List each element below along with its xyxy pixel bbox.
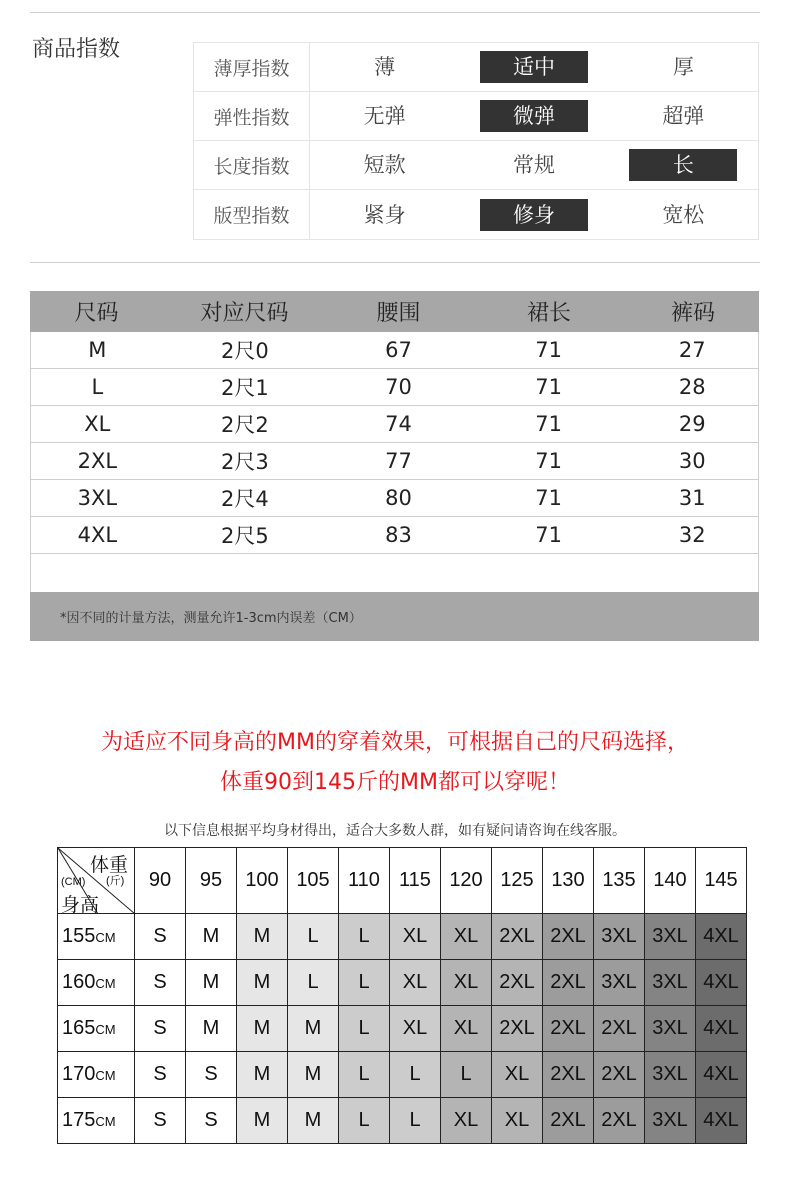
grid-size-cell: S: [186, 1052, 237, 1098]
grid-size-cell: 3XL: [645, 1052, 696, 1098]
grid-size-cell: XL: [441, 914, 492, 960]
grid-height-header: [58, 1052, 135, 1098]
index-option: 短款: [363, 153, 406, 177]
table-cell: 2尺1: [221, 376, 269, 400]
grid-size-cell: 3XL: [594, 960, 645, 1006]
grid-height-header: [58, 1006, 135, 1052]
index-option-selected: 适中: [480, 51, 588, 83]
index-option-cell: [310, 141, 459, 189]
index-row-label: 弹性指数: [194, 92, 310, 140]
index-option-selected: 长: [629, 149, 737, 181]
grid-size-cell: S: [186, 1098, 237, 1144]
grid-size-cell: 4XL: [696, 960, 747, 1006]
grid-size-cell: L: [339, 1006, 390, 1052]
index-option: 常规: [512, 153, 555, 177]
grid-size-cell: XL: [390, 960, 441, 1006]
grid-height-value: 155: [62, 925, 96, 947]
index-option-cell: [459, 43, 608, 91]
index-option-cell: [310, 190, 459, 239]
grid-size-cell: L: [288, 960, 339, 1006]
grid-weight-header: 105: [288, 848, 339, 914]
size-table-header: [30, 291, 759, 332]
grid-row: [58, 960, 747, 1006]
grid-size-cell: M: [288, 1052, 339, 1098]
grid-weight-header: 110: [339, 848, 390, 914]
size-table-note: *因不同的计量方法，测量允许1-3cm内误差（CM）: [30, 592, 759, 641]
table-cell: 71: [535, 523, 562, 547]
grid-size-cell: L: [390, 1098, 441, 1144]
table-cell: 70: [385, 375, 412, 399]
table-cell: 4XL: [77, 523, 118, 547]
corner-height-label: 身高: [61, 895, 100, 916]
index-option-selected: 修身: [480, 199, 588, 231]
table-cell: 28: [678, 375, 706, 399]
grid-height-value: 175: [62, 1109, 96, 1131]
corner-weight-label: 体重: [89, 855, 128, 876]
index-option-cell: [609, 190, 758, 239]
grid-size-cell: 3XL: [645, 914, 696, 960]
table-cell: 83: [385, 523, 412, 547]
grid-size-cell: XL: [441, 1098, 492, 1144]
grid-size-cell: 2XL: [594, 1098, 645, 1144]
header-equivalent-size: 对应尺码: [200, 301, 289, 326]
grid-size-cell: 3XL: [645, 960, 696, 1006]
grid-size-cell: 2XL: [543, 1098, 594, 1144]
table-cell: 2尺4: [221, 487, 269, 511]
grid-height-unit: CM: [95, 1114, 116, 1129]
grid-size-cell: S: [135, 1098, 186, 1144]
grid-row: [58, 1052, 747, 1098]
index-option: 宽松: [662, 202, 705, 227]
index-option: 超弹: [662, 104, 705, 128]
grid-size-cell: M: [237, 960, 288, 1006]
index-option-cell: [310, 92, 459, 140]
size-table-empty-row: [30, 554, 759, 592]
header-skirt-length: 裙长: [526, 301, 571, 326]
header-size: 尺码: [74, 301, 119, 326]
grid-height-header: [58, 914, 135, 960]
table-cell: 71: [535, 449, 562, 473]
table-cell: 31: [678, 486, 706, 510]
grid-size-cell: 2XL: [492, 960, 543, 1006]
table-cell: M: [88, 338, 107, 362]
table-cell: 2尺5: [221, 524, 269, 548]
index-option: 紧身: [363, 202, 406, 227]
grid-size-cell: 4XL: [696, 1006, 747, 1052]
grid-size-cell: L: [339, 960, 390, 1006]
grid-size-cell: XL: [492, 1052, 543, 1098]
table-cell: 74: [385, 412, 412, 436]
index-row-label: 薄厚指数: [194, 43, 310, 91]
table-row: [30, 443, 759, 480]
index-row: [194, 43, 758, 92]
grid-size-cell: 2XL: [594, 1052, 645, 1098]
grid-weight-header: 135: [594, 848, 645, 914]
grid-height-unit: CM: [95, 976, 116, 991]
grid-size-cell: L: [339, 914, 390, 960]
index-option-selected: 微弹: [480, 100, 588, 132]
corner-cm-unit: (CM): [61, 876, 86, 888]
grid-size-cell: 2XL: [543, 914, 594, 960]
table-cell: 2尺2: [221, 413, 269, 437]
grid-corner: [58, 848, 135, 914]
grid-size-cell: M: [237, 1052, 288, 1098]
grid-size-cell: L: [339, 1052, 390, 1098]
index-option: 无弹: [363, 104, 406, 128]
grid-size-cell: M: [237, 914, 288, 960]
index-row: [194, 190, 758, 239]
index-option: 薄: [374, 55, 396, 79]
grid-size-cell: XL: [441, 960, 492, 1006]
size-table-body: [30, 332, 759, 554]
header-waist: 腰围: [376, 301, 421, 326]
grid-weight-header: 120: [441, 848, 492, 914]
size-table: [30, 291, 759, 641]
grid-height-value: 160: [62, 971, 96, 993]
grid-row: [58, 1098, 747, 1144]
index-option-cell: [609, 92, 758, 140]
header-pants-size: 裤码: [670, 301, 715, 326]
grid-height-value: 165: [62, 1017, 96, 1039]
grid-size-cell: L: [288, 914, 339, 960]
grid-size-cell: M: [237, 1006, 288, 1052]
grid-size-cell: XL: [390, 1006, 441, 1052]
info-line: 以下信息根据平均身材得出，适合大多数人群，如有疑问请咨询在线客服。: [164, 823, 626, 839]
table-cell: 2尺0: [221, 339, 269, 363]
grid-size-cell: M: [237, 1098, 288, 1144]
grid-size-cell: 2XL: [492, 1006, 543, 1052]
grid-size-cell: 2XL: [492, 914, 543, 960]
table-row: [30, 332, 759, 369]
index-option-cell: [609, 141, 758, 189]
grid-size-cell: 3XL: [645, 1006, 696, 1052]
grid-height-unit: CM: [95, 1068, 116, 1083]
grid-size-cell: 4XL: [696, 1052, 747, 1098]
grid-size-cell: M: [288, 1006, 339, 1052]
grid-weight-header: 140: [645, 848, 696, 914]
grid-weight-header: 130: [543, 848, 594, 914]
table-row: [30, 406, 759, 443]
grid-size-cell: 3XL: [645, 1098, 696, 1144]
grid-size-cell: 4XL: [696, 914, 747, 960]
grid-size-cell: S: [135, 1006, 186, 1052]
index-row: [194, 141, 758, 190]
table-cell: 71: [535, 375, 562, 399]
table-cell: 3XL: [77, 486, 118, 510]
grid-size-cell: L: [441, 1052, 492, 1098]
grid-height-header: [58, 960, 135, 1006]
index-option-cell: [459, 190, 608, 239]
grid-size-cell: 3XL: [594, 914, 645, 960]
grid-size-cell: S: [135, 960, 186, 1006]
grid-weight-header: 95: [186, 848, 237, 914]
index-option: 厚: [672, 55, 694, 79]
table-cell: 2尺3: [221, 450, 269, 474]
corner-jin-unit: (斤): [106, 875, 125, 887]
table-cell: 27: [678, 338, 706, 362]
index-option-cell: [459, 92, 608, 140]
grid-size-cell: 2XL: [543, 1006, 594, 1052]
index-option-cell: [459, 141, 608, 189]
size-recommendation-grid: [57, 847, 747, 1144]
index-row-label: 长度指数: [194, 141, 310, 189]
top-divider: [30, 12, 760, 13]
table-cell: L: [91, 375, 104, 399]
grid-size-cell: XL: [441, 1006, 492, 1052]
grid-height-header: [58, 1098, 135, 1144]
grid-size-cell: 2XL: [543, 960, 594, 1006]
grid-weight-header: 125: [492, 848, 543, 914]
grid-weight-header: 145: [696, 848, 747, 914]
grid-size-cell: 2XL: [594, 1006, 645, 1052]
promo-line-1: 为适应不同身高的MM的穿着效果，可根据自己的尺码选择，: [101, 730, 689, 755]
grid-weight-header: 115: [390, 848, 441, 914]
grid-size-cell: M: [186, 960, 237, 1006]
grid-size-cell: 2XL: [543, 1052, 594, 1098]
table-cell: 71: [535, 338, 562, 362]
table-cell: 77: [385, 449, 412, 473]
grid-weight-header: 100: [237, 848, 288, 914]
table-cell: 80: [385, 486, 412, 510]
index-option-cell: [310, 43, 459, 91]
grid-height-unit: CM: [95, 1022, 116, 1037]
table-row: [30, 480, 759, 517]
mid-divider: [30, 262, 760, 263]
table-cell: 29: [678, 412, 706, 436]
grid-size-cell: M: [186, 914, 237, 960]
grid-row: [58, 1006, 747, 1052]
grid-weight-header: 90: [135, 848, 186, 914]
table-cell: 2XL: [77, 449, 118, 473]
table-row: [30, 517, 759, 554]
grid-size-cell: 4XL: [696, 1098, 747, 1144]
table-cell: 30: [678, 449, 706, 473]
table-cell: 32: [678, 523, 706, 547]
index-row: [194, 92, 758, 141]
grid-header-row: [58, 848, 747, 914]
index-option-cell: [609, 43, 758, 91]
promo-line-2: 体重90到145斤的MM都可以穿呢！: [220, 770, 570, 795]
grid-row: [58, 914, 747, 960]
grid-height-value: 170: [62, 1063, 96, 1085]
table-cell: XL: [84, 412, 111, 436]
table-cell: 71: [535, 486, 562, 510]
grid-size-cell: XL: [492, 1098, 543, 1144]
grid-size-cell: L: [390, 1052, 441, 1098]
table-cell: 67: [385, 338, 412, 362]
grid-size-cell: S: [135, 1052, 186, 1098]
table-cell: 71: [535, 412, 562, 436]
grid-size-cell: XL: [390, 914, 441, 960]
index-title: 商品指数: [32, 37, 121, 62]
grid-size-cell: L: [339, 1098, 390, 1144]
grid-height-unit: CM: [95, 930, 116, 945]
grid-size-cell: S: [135, 914, 186, 960]
table-row: [30, 369, 759, 406]
grid-size-cell: M: [186, 1006, 237, 1052]
index-table: [193, 42, 759, 240]
index-row-label: 版型指数: [194, 190, 310, 239]
grid-size-cell: M: [288, 1098, 339, 1144]
